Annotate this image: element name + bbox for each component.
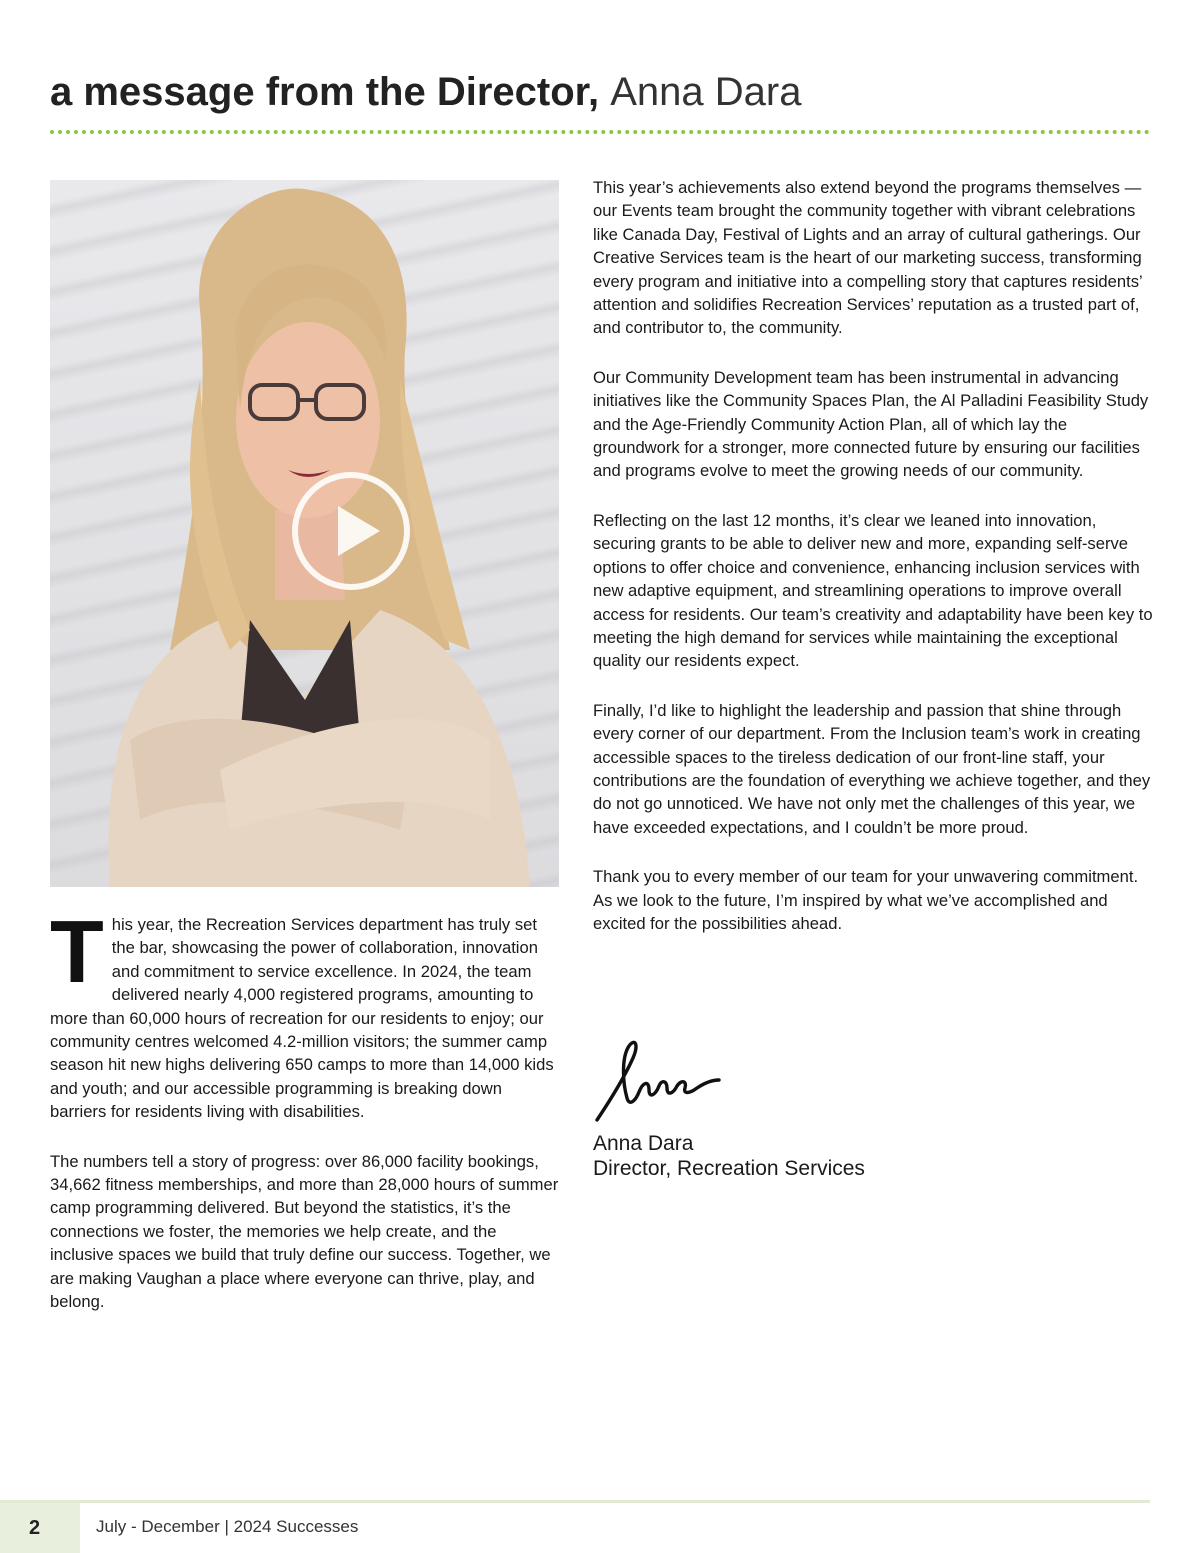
dotted-divider [50,130,1150,134]
dropcap: T [50,902,104,1001]
title-bold: a message from the Director, [50,70,600,114]
body-paragraph: Our Community Development team has been instrumental in advancing initiatives like the Community Spaces Plan, the Al Palladini Feasibility Study and the Age-Friendly Community Action Plan, all of which lay the groundwork for a stronger, more connected future by ensuring our facilities and programs evolve to meet the growing needs of our community. [593,367,1149,481]
director-video[interactable] [50,180,559,887]
right-column [593,176,1153,961]
footer-label: July - December | 2024 Successes [96,1517,359,1536]
body-paragraph: Finally, I’d like to highlight the leadership and passion that shine through every corner of our department. From the Inclusion team’s work in creating accessible spaces to the tireless dedication of our front-line staff, your contributions are the foundation of everything we achieve together, and they do not go unnoticed. We have not only met the challenges of this year, we have exceeded expectations, and I couldn’t be more proud. [593,700,1151,837]
play-icon [338,506,380,556]
signatory-name: Anna Dara [593,1132,694,1155]
signatory-title: Director, Recreation Services [593,1157,865,1180]
page-title [50,66,801,118]
play-button[interactable] [292,472,410,590]
body-paragraph: This year’s achievements also extend beyond the programs themselves — our Events team brought the community together with vibrant celebrations like Canada Day, Festival of Lights and an array of cultural gatherings. Our Creative Services team is the heart of our marketing success, transforming every program and initiative into a compelling story that captures residents’ attention and solidifies Recreation Services’ reputation as a trusted part of, and contributor to, the community. [593,178,1143,338]
left-column [50,902,562,1340]
signature-image [593,1036,723,1126]
body-paragraph: Thank you to every member of our team for your unwavering commitment. As we look to the future, I’m inspired by what we’ve accomplished and excited for the possibilities ahead. [593,867,1139,933]
title-name: Anna Dara [610,70,802,114]
body-paragraph: The numbers tell a story of progress: over 86,000 facility bookings, 34,662 fitness memberships, and more than 28,000 hours of summer camp programming delivered. But beyond the statistics, it’s the connections we foster, the memories we help create, and the inclusive spaces we build that truly define our success. Together, we are making Vaughan a place where everyone can thrive, play, and belong. [50,1151,559,1312]
body-paragraph: Reflecting on the last 12 months, it’s clear we leaned into innovation, securing grants to be able to deliver new and more, expanding self-serve options to offer choice and convenience, enhancing inclusion services with new adaptive equipment, and streamlining operations to improve overall access for residents. Our team’s creativity and adaptability have been key to meeting the high demand for services while maintaining the exceptional quality our residents expect. [593,510,1153,671]
intro-paragraph [50,902,562,1124]
intro-paragraph-text: his year, the Recreation Services department has truly set the bar, showcasing the power of collaboration, innovation and commitment to service excellence. In 2024, the team delivered nearly 4,000 registered programs, amounting to more than 60,000 hours of recreation for our residents to enjoy; our community centres welcomed 4.2-million visitors; the summer camp season hit new highs delivering 650 camps to more than 14,000 kids and youth; and our accessible programming is breaking down barriers for residents living with disabilities. [50,915,554,1122]
page-number: 2 [0,1503,80,1553]
footer-divider [0,1500,1150,1503]
